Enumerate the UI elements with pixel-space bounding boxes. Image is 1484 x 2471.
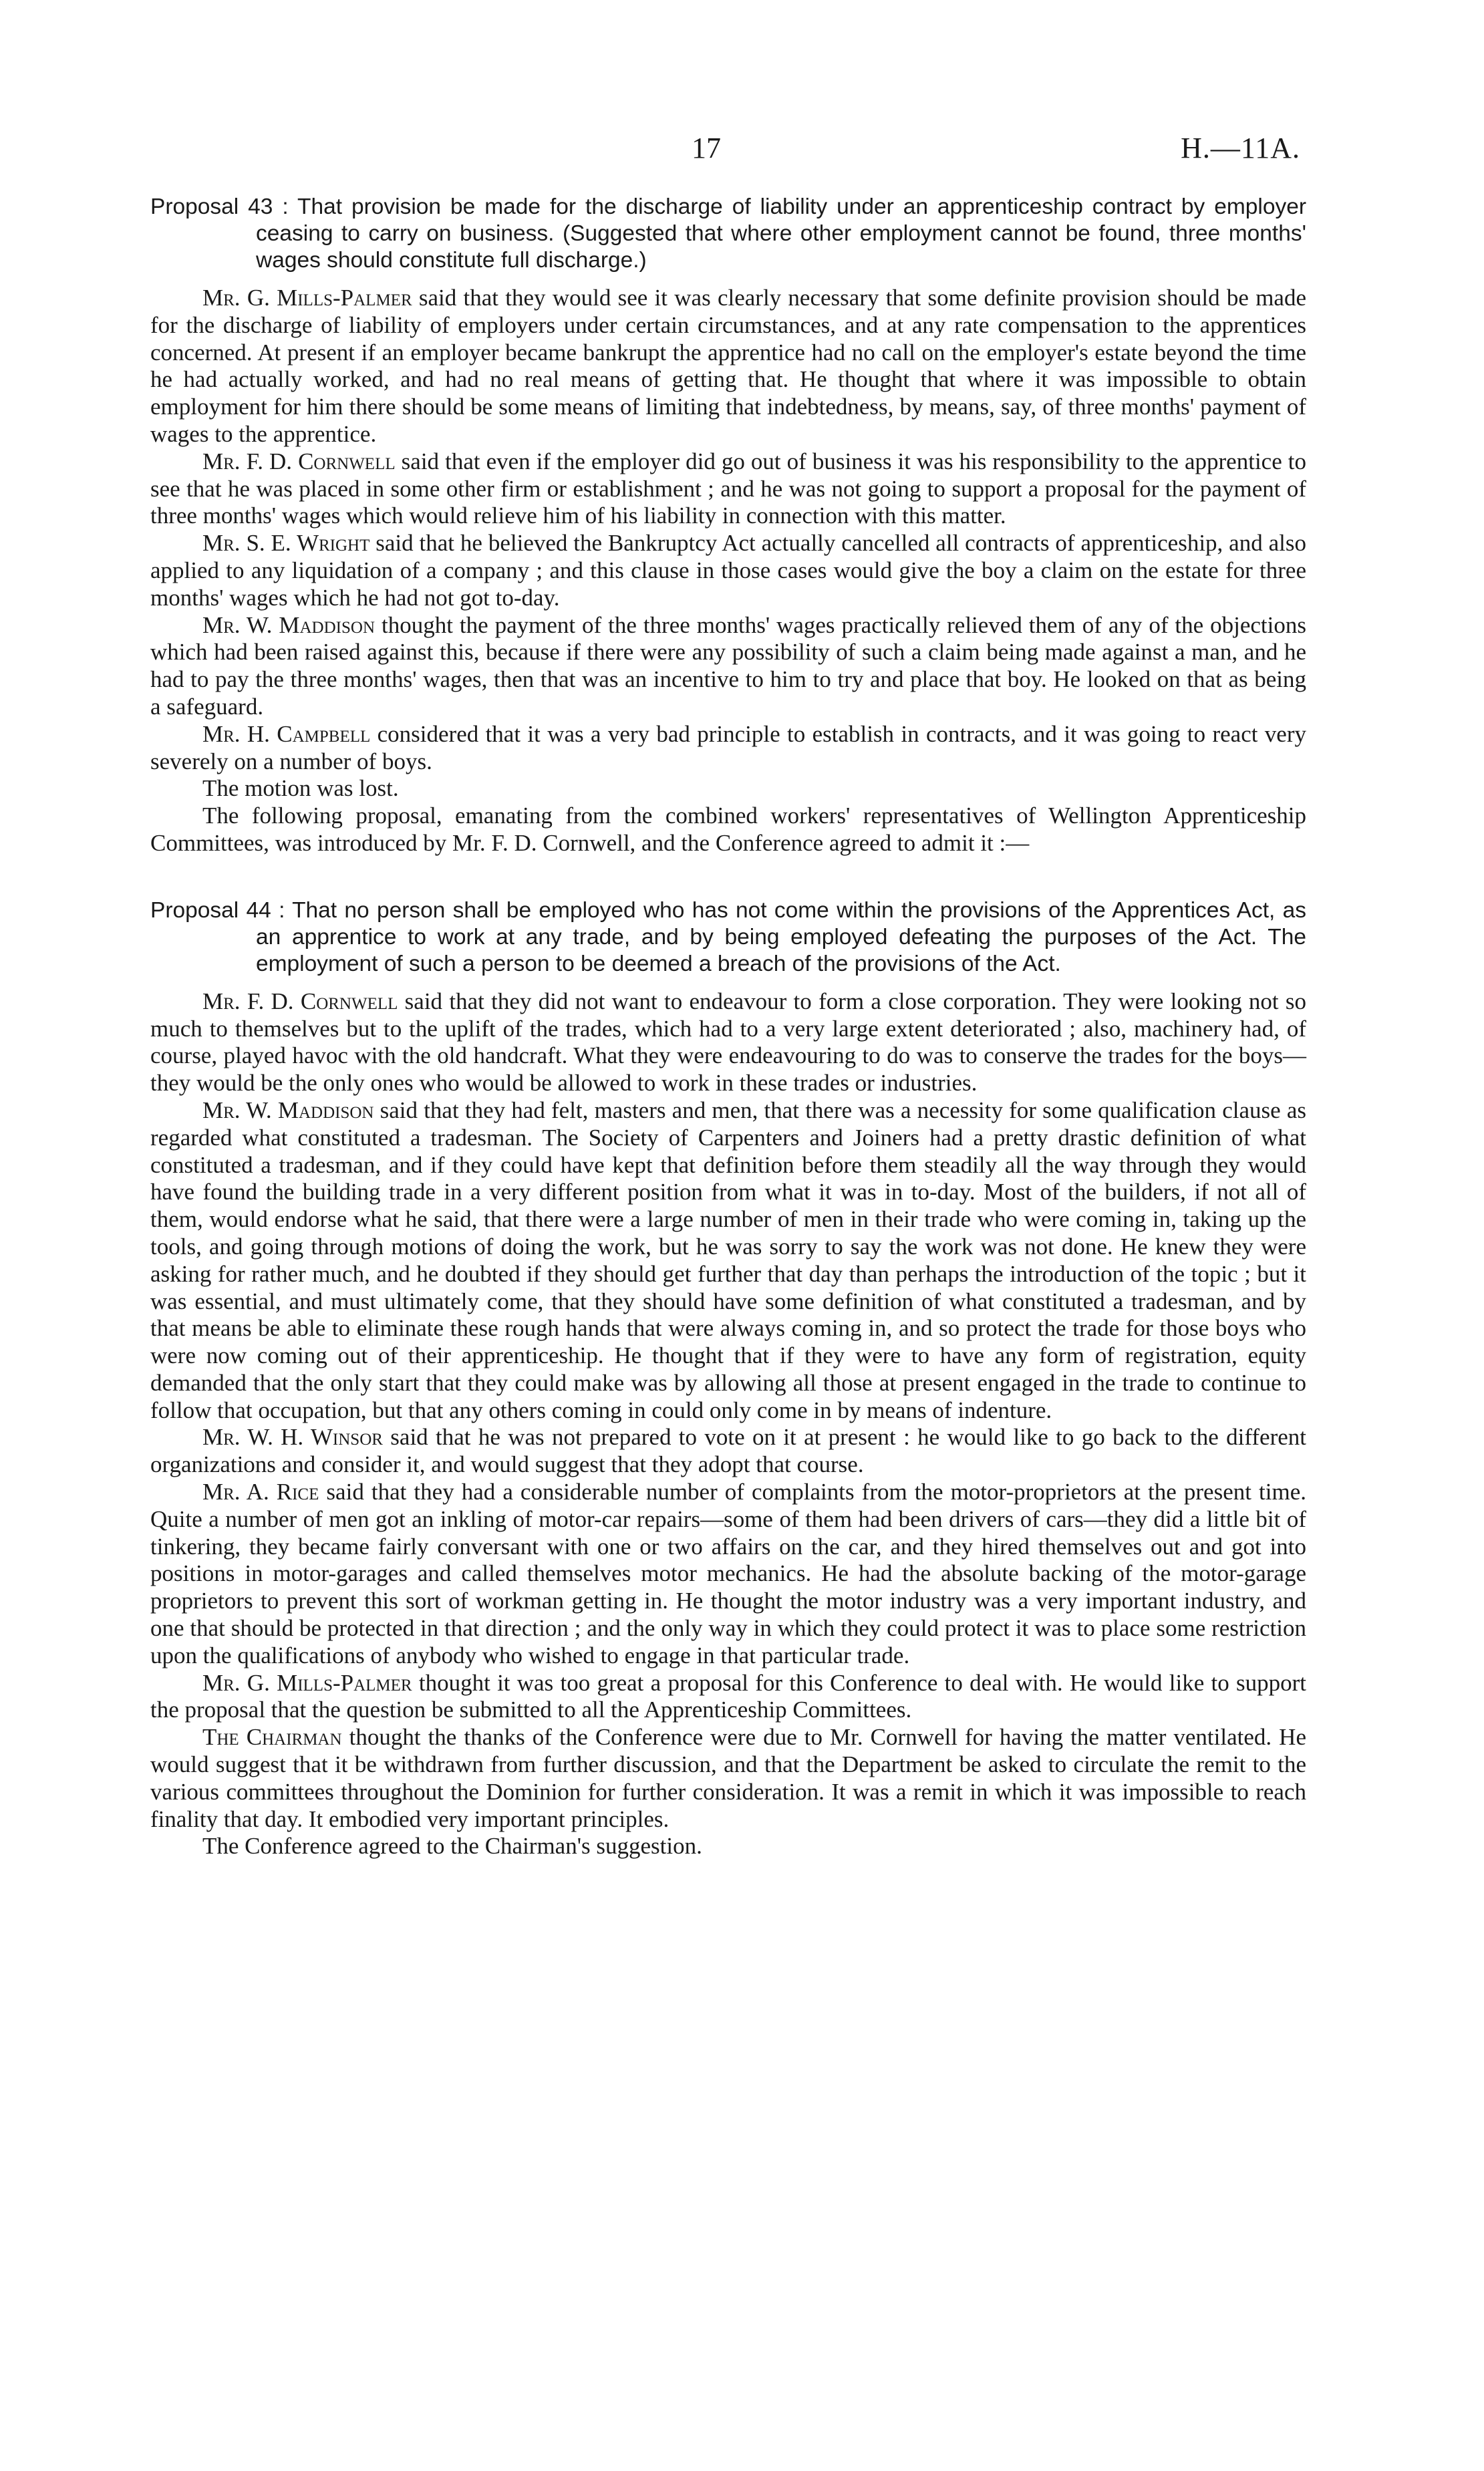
paragraph — [150, 530, 1306, 611]
speaker-name: Mr. W. H. Winsor — [202, 1424, 383, 1451]
page-header — [0, 131, 1484, 171]
paragraph — [150, 285, 1306, 448]
paragraph-text: said that even if the employer did go out of business it was his responsibility to the apprentice to see that he was placed in some other firm or establishment ; and he was not going to support a proposal for the payment of three months' wages which would relieve him of his liability in connection with this matter. — [150, 448, 1306, 529]
paragraph-text: thought the payment of the three months' wages practically relieved them of any of the objections which had been raised against this, because if there were any possibility of such a claim being made against a man, and he had to pay the three months' wages, then that was an incentive to him to try and place that boy. He looked on that as being a safeguard. — [150, 611, 1306, 720]
paragraph-text: The following proposal, emanating from the combined workers' representatives of Wellington Apprenticeship Committees, was introduced by Mr. F. D. Cornwell, and the Conference agreed to admit it :— — [150, 803, 1306, 856]
speaker-name: The Chairman — [202, 1724, 342, 1751]
paragraph-text: said that he was not prepared to vote on it at present : he would like to go back to the different organizations and consider it, and would suggest that they adopt that course. — [150, 1424, 1306, 1478]
page-content — [150, 194, 1306, 1860]
speaker-name: Mr. F. D. Cornwell — [202, 988, 398, 1014]
speaker-name: Mr. G. Mills-Palmer — [202, 1669, 412, 1696]
speaker-name: Mr. S. E. Wright — [202, 530, 370, 557]
speaker-name: Mr. W. Maddison — [202, 1097, 374, 1123]
paragraph — [150, 448, 1306, 530]
speaker-name: Mr. H. Campbell — [202, 720, 371, 747]
proposal-43: Proposal 43 : That provision be made for the discharge of liability under an apprenticeship contract by employer ceasing to carry on business. (Suggested that where other employment cannot be found, three months' wages should constitute full discharge.) — [150, 194, 1306, 273]
paragraph — [150, 1424, 1306, 1479]
speaker-name: Mr. W. Maddison — [202, 611, 376, 638]
paragraph — [150, 988, 1306, 1097]
paragraph-text: The Conference agreed to the Chairman's suggestion. — [202, 1833, 702, 1860]
document-reference: H.—11A. — [1181, 132, 1300, 164]
paragraph — [150, 1724, 1306, 1833]
paragraph — [150, 1670, 1306, 1725]
paragraph — [150, 1479, 1306, 1670]
paragraph — [150, 612, 1306, 721]
proposal-44: Proposal 44 : That no person shall be employed who has not come within the provisions of the Apprentices Act, as an apprentice to work at any trade, and by being employed defeating the purposes of the Act. The employment of such a person to be deemed a breach of the provisions of the Act. — [150, 897, 1306, 976]
paragraph-text: thought it was too great a proposal for this Conference to deal with. He would like to support the proposal that the question be submitted to all the Apprenticeship Committees. — [150, 1669, 1306, 1723]
paragraph-text: said that he believed the Bankruptcy Act actually cancelled all contracts of apprenticeship, and also applied to any liquidation of a company ; and this clause in those cases would give the boy a claim on the estate for three months' wages which he had not got to-day. — [150, 530, 1306, 611]
paragraph-text: The motion was lost. — [202, 775, 399, 802]
paragraph — [150, 721, 1306, 776]
paragraph-text: said that they had a considerable number of complaints from the motor-proprietors at the present time. Quite a number of men got an inkling of motor-car repairs—some of them had been drivers of cars—they did a little bit of tinkering, they became fairly conversant with one or two affairs on the car, and they hired themselves out and got into positions in motor-garages and called themselves motor mechanics. He had the absolute backing of the motor-garage proprietors to prevent this sort of workman getting in. He thought the motor industry was a very important industry, and one that should be protected in that direction ; and the only way in which they could protect it was to place some restriction upon the qualifications of anybody who wished to engage in that particular trade. — [150, 1479, 1306, 1668]
paragraph-text: said that they did not want to endeavour to form a close corporation. They were looking not so much to themselves but to the uplift of the trades, which had to a very large extent deteriorated ; also, machinery had, of course, played havoc with the old handcraft. What they were endeavouring to do was to conserve the trades for the boys—they would be the only ones who would be allowed to work in these trades or industries. — [150, 988, 1306, 1097]
paragraph-text: said that they would see it was clearly necessary that some definite provision should be made for the discharge of liability of employers under certain circumstances, and at any rate compensation to the apprentices concerned. At present if an employer became bankrupt the apprentice had no call on the employer's estate beyond the time he had actually worked, and had no real means of getting that. He thought that where it was impossible to obtain employment for him there should be some means of limiting that indebtedness, by means, say, of three months' payment of wages to the apprentice. — [150, 285, 1306, 447]
speaker-name: Mr. F. D. Cornwell — [202, 448, 396, 474]
paragraph-text: considered that it was a very bad principle to establish in contracts, and it was going to react very severely on a number of boys. — [150, 720, 1306, 774]
speaker-name: Mr. A. Rice — [202, 1479, 319, 1505]
page-number: 17 — [692, 132, 721, 164]
speaker-name: Mr. G. Mills-Palmer — [202, 285, 412, 311]
paragraph — [150, 1097, 1306, 1425]
paragraph-text: said that they had felt, masters and men, that there was a necessity for some qualification clause as regarded what constituted a tradesman. The Society of Carpenters and Joiners had a pretty drastic definition of what constituted a tradesman, and if they could have kept that definition before them steadily all the way through they would have found the building trade in a very different position from what it was in to-day. Most of the builders, if not all of them, would endorse what he said, that there were a large number of men in their trade who were coming in, taking up the tools, and going through motions of doing the work, but he was sorry to say the work was not done. He knew they were asking for rather much, and he doubted if they should get further that day than perhaps the introduction of the topic ; but it was essential, and must ultimately come, that they should have some definition of what constituted a tradesman, and by that means be able to eliminate these rough hands that were always coming in, and so protect the trade for those boys who were now coming out of their apprenticeship. He thought that if they were to have any form of registration, equity demanded that the only start that they could make was by allowing all those at present engaged in the trade to continue to follow that occupation, but that any others coming in could only come in by means of indenture. — [150, 1097, 1306, 1423]
paragraph-text: thought the thanks of the Conference were due to Mr. Cornwell for having the matter ventilated. He would suggest that it be withdrawn from further discussion, and that the Department be asked to circulate the remit to the various committees throughout the Dominion for further consideration. It was a remit in which it was impossible to reach finality that day. It embodied very important principles. — [150, 1724, 1306, 1832]
paragraph — [150, 1833, 1306, 1860]
paragraph — [150, 803, 1306, 857]
paragraph — [150, 775, 1306, 803]
